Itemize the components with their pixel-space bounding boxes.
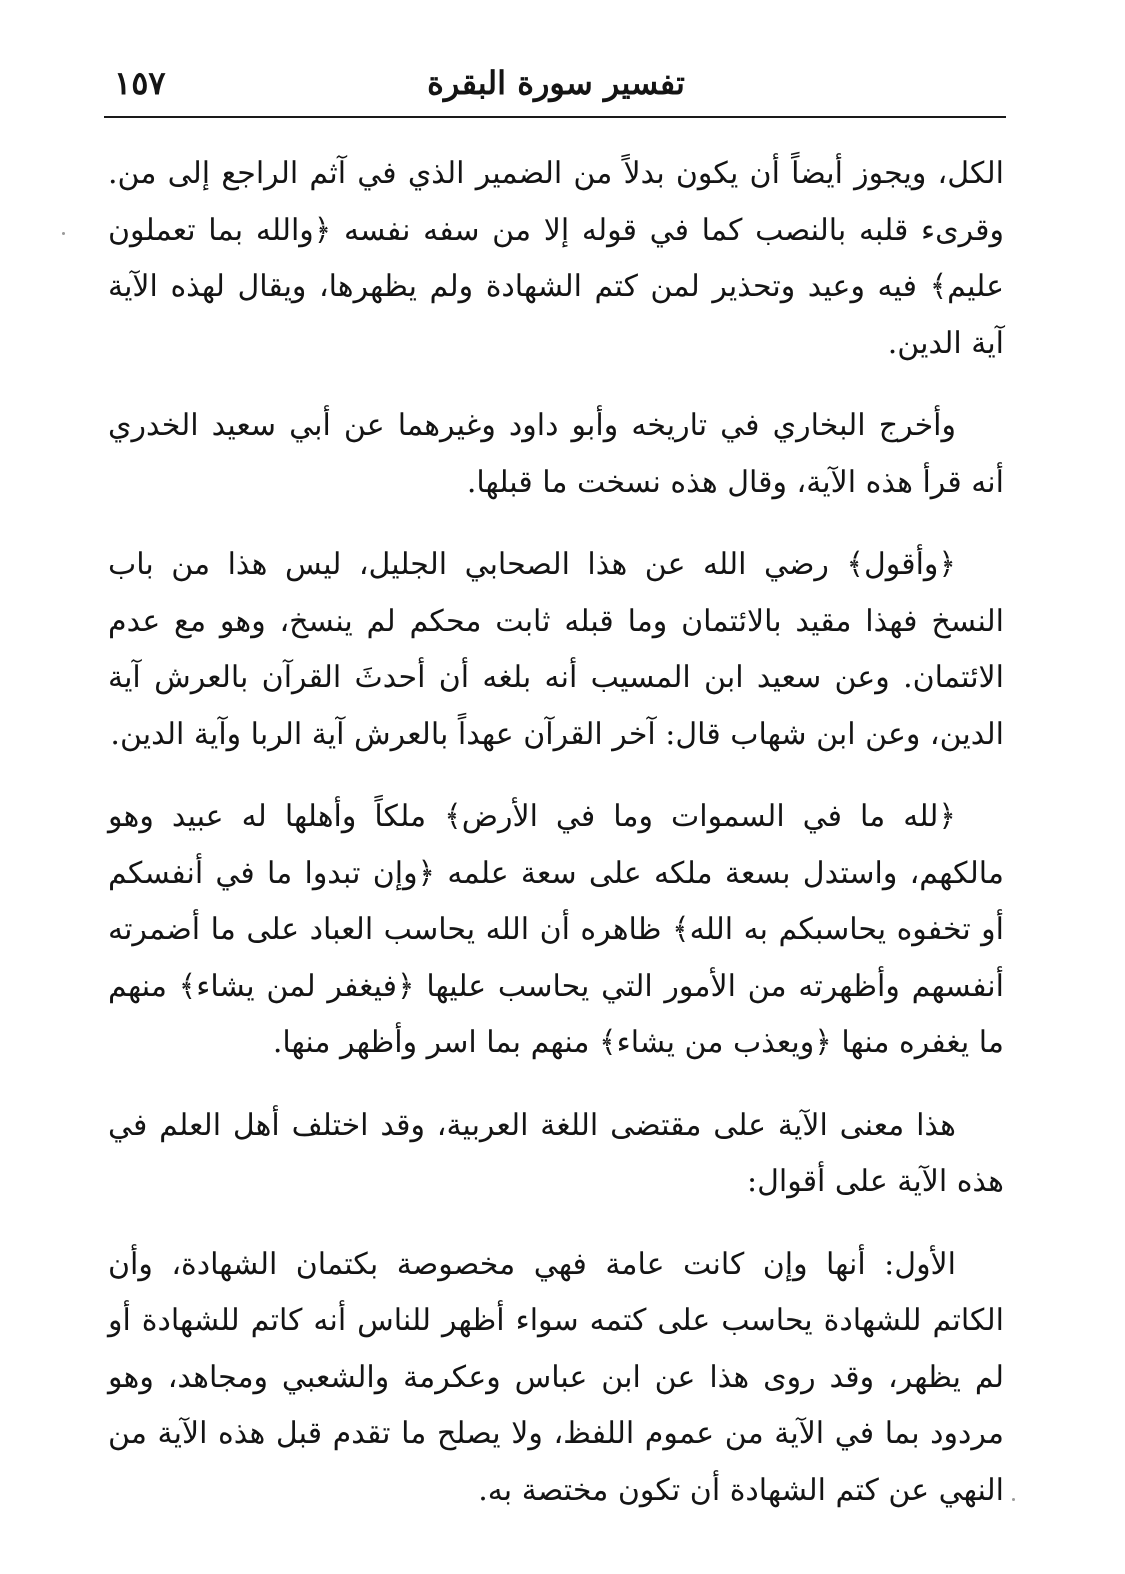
running-title: تفسير سورة البقرة [427, 64, 685, 102]
scan-speck [1012, 1498, 1015, 1501]
header-divider [104, 116, 1006, 118]
page-body [108, 146, 1004, 1519]
paragraph-6: الأول: أنها وإن كانت عامة فهي مخصوصة بكتمان الشهادة، وأن الكاتم للشهادة يحاسب على كتمه سواء أظهر للناس أنه كاتم للشهادة أو لم يظهر، وقد روى هذا عن ابن عباس وعكرمة والشعبي ومجاهد، وهو مردود بما في الآية من عموم اللفظ، ولا يصلح ما تقدم قبل هذه الآية من النهي عن كتم الشهادة أن تكون مختصة به. [108, 1246, 1004, 1508]
scan-speck [62, 232, 65, 235]
paragraph-4: ﴿لله ما في السموات وما في الأرض﴾ ملكاً وأهلها له عبيد وهو مالكهم، واستدل بسعة ملكه على سعة علمه ﴿وإن تبدوا ما في أنفسكم أو تخفوه يحاسبكم به الله﴾ ظاهره أن الله يحاسب العباد على ما أضمرته أنفسهم وأظهرته من الأمور التي يحاسب عليها ﴿فيغفر لمن يشاء﴾ منهم ما يغفره منها ﴿ويعذب من يشاء﴾ منهم بما اسر وأظهر منها. [108, 799, 1004, 1060]
page-number: ١٥٧ [114, 64, 166, 102]
paragraph-5: هذا معنى الآية على مقتضى اللغة العربية، وقد اختلف أهل العلم في هذه الآية على أقوال: [108, 1107, 1004, 1199]
paragraph-3: ﴿وأقول﴾ رضي الله عن هذا الصحابي الجليل، ليس هذا من باب النسخ فهذا مقيد بالائتمان وما قبله ثابت محكم لم ينسخ، وهو مع عدم الائتمان. وعن سعيد ابن المسيب أنه بلغه أن أحدثَ القرآن بالعرش آية الدين، وعن ابن شهاب قال: آخر القرآن عهداً بالعرش آية الربا وآية الدين. [108, 547, 1004, 752]
paragraph-2: وأخرج البخاري في تاريخه وأبو داود وغيرهما عن أبي سعيد الخدري أنه قرأ هذه الآية، وقال هذه نسخت ما قبلها. [108, 408, 1004, 500]
paragraph-1: الكل، ويجوز أيضاً أن يكون بدلاً من الضمير الذي في آثم الراجع إلى من. وقرىء قلبه بالنصب كما في قوله إلا من سفه نفسه ﴿والله بما تعملون عليم﴾ فيه وعيد وتحذير لمن كتم الشهادة ولم يظهرها، ويقال لهذه الآية آية الدين. [108, 156, 1004, 361]
page-header [108, 62, 1004, 112]
